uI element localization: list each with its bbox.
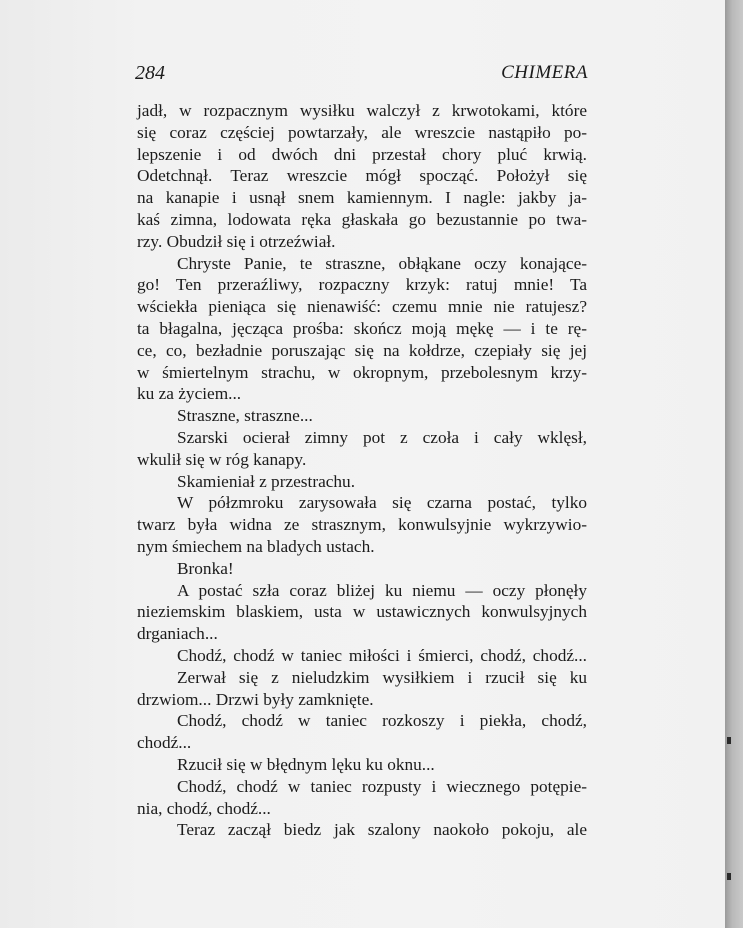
ink-speck <box>727 873 731 880</box>
text-line: chodź... <box>137 733 192 753</box>
book-spine-edge <box>725 0 743 928</box>
text-line: wkulił się w róg kanapy. <box>137 449 307 469</box>
ink-speck <box>727 737 731 744</box>
text-line: ta błagalna, jęcząca prośba: skończ moją mękę — i te rę- <box>137 318 587 338</box>
text-line: Skamieniał z przestrachu. <box>177 471 356 491</box>
text-line: kaś zimna, lodowata ręka głaskała go bezustannie po twa- <box>137 209 587 229</box>
text-line: Chryste Panie, te straszne, obłąkane oczy konające- <box>177 253 587 273</box>
text-line: twarz była widna ze strasznym, konwulsyjnie wykrzywio- <box>137 515 587 535</box>
text-line: drzwiom... Drzwi były zamknięte. <box>137 689 374 709</box>
text-line: jadł, w rozpacznym wysiłku walczył z krwotokami, które <box>137 101 587 120</box>
text-line: Teraz zaczął biedz jak szalony naokoło pokoju, ale <box>177 820 587 840</box>
text-line: w śmiertelnym strachu, w okropnym, przebolesnym krzy- <box>137 362 587 382</box>
text-line: Szarski ocierał zimny pot z czoła i cały wklęsł, <box>177 427 587 447</box>
text-line: Rzucił się w błędnym lęku ku oknu... <box>177 754 435 774</box>
text-line: Chodź, chodź w taniec rozpusty i wiecznego potępie- <box>177 776 587 796</box>
body-text <box>137 100 587 841</box>
page-number: 284 <box>135 62 165 84</box>
text-line: Straszne, straszne... <box>177 406 313 426</box>
text-line: lepszenie i od dwóch dni przestał chory pluć krwią. <box>137 144 587 164</box>
text-line: drganiach... <box>137 624 218 644</box>
text-line: nym śmiechem na bladych ustach. <box>137 536 375 556</box>
page-header <box>135 62 588 86</box>
text-line: wściekła pieniąca się nienawiść: czemu mnie nie ratujesz? <box>137 297 587 317</box>
text-line: Bronka! <box>177 558 234 578</box>
text-line: Zerwał się z nieludzkim wysiłkiem i rzucił się ku <box>177 667 587 687</box>
text-line: A postać szła coraz bliżej ku niemu — oczy płonęły <box>177 580 587 600</box>
text-line: Chodź, chodź w taniec rozkoszy i piekła, chodź, <box>177 711 587 731</box>
text-line: Chodź, chodź w taniec miłości i śmierci, chodź, chodź... <box>177 645 587 665</box>
text-line: nia, chodź, chodź... <box>137 798 271 818</box>
text-line: się coraz częściej powtarzały, ale wreszcie nastąpiło po- <box>137 122 587 142</box>
text-line: go! Ten przeraźliwy, rozpaczny krzyk: ratuj mnie! Ta <box>137 275 587 295</box>
text-line: rzy. Obudził się i otrzeźwiał. <box>137 231 336 251</box>
running-title: CHIMERA <box>501 62 588 83</box>
text-line: W półzmroku zarysowała się czarna postać, tylko <box>177 493 587 513</box>
text-line: nieziemskim blaskiem, usta w ustawicznych konwulsyjnych <box>137 602 587 622</box>
text-line: ku za życiem... <box>137 384 242 404</box>
text-line: ce, co, bezładnie poruszając się na kołdrze, czepiały się jej <box>137 340 587 360</box>
text-line: na kanapie i usnął snem kamiennym. I nagle: jakby ja- <box>137 188 587 208</box>
text-line: Odetchnął. Teraz wreszcie mógł spocząć. Położył się <box>137 166 587 186</box>
